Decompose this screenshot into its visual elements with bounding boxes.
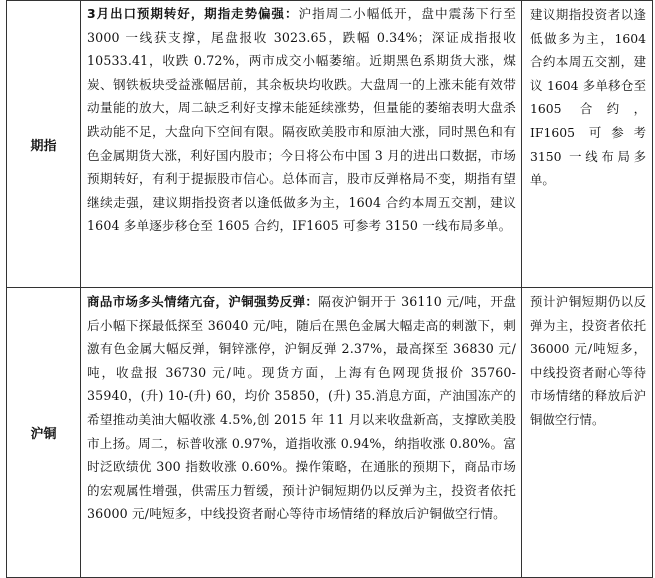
row-label: 期指 bbox=[30, 138, 57, 154]
commentary-headline: 商品市场多头情绪亢奋，沪铜强势反弹： bbox=[87, 294, 319, 309]
row-label-cell bbox=[7, 288, 81, 578]
market-commentary-table bbox=[6, 0, 653, 578]
advice-text: 建议期指投资者以逢低做多为主，1604 合约本周五交割，建议 1604 多单移仓至 1605 合约，IF1605 可参考 3150 一线布局多单。 bbox=[530, 7, 646, 188]
advice-text: 预计沪铜短期仍以反弹为主，投资者依托 36000 元/吨短多，中线投资者耐心等待市场情绪的释放后沪铜做空行情。 bbox=[530, 294, 646, 427]
commentary-body: 沪指周二小幅低开，盘中震荡下行至 3000 一线获支撑，尾盘报收 3023.65，跌幅 0.34%；深证成指报收 10533.41，收跌 0.72%，两市成交小幅萎缩。近期黑色系期货大涨，煤炭、钢铁板块受益涨幅居前，其余板块均收跌。大盘周一的上涨未能有效带动量能的放大，周二缺乏利好支撑未能延续涨势，但量能的萎缩表明大盘杀跌动能不足，大盘向下空间有限。隔夜欧美股市和原油大涨，同时黑色和有色金属期货大涨，利好国内股市；今日将公布中国 3 月的进出口数据，市场预期转好，有利于提振股市信心。总体而言，股市反弹格局不变，期指有望继续走强，建议期指投资者以逢低做多为主，1604 合约本周五交割，建议 1604 多单逐步移仓至 1605 合约，IF1605 可参考 3150 一线布局多单。 bbox=[87, 6, 516, 234]
commentary-cell bbox=[81, 1, 522, 288]
table-row-shanghai-copper bbox=[7, 288, 653, 578]
row-label: 沪铜 bbox=[30, 427, 57, 442]
advice-cell bbox=[522, 288, 653, 578]
row-label-cell bbox=[7, 1, 81, 288]
commentary-text bbox=[81, 1, 521, 238]
commentary-headline: 3月出口预期转好，期指走势偏强： bbox=[87, 6, 299, 21]
commentary-cell bbox=[81, 288, 522, 578]
commentary-body: 隔夜沪铜开于 36110 元/吨，开盘后小幅下探最低探至 36040 元/吨，随后在黑色金属大幅走高的刺激下，刺激有色金属大幅反弹，铜锌涨停，沪铜反弹 2.37%，最高探至 36830 元/吨，收盘报 36730 元/吨。现货方面，上海有色网现货报价 35760-35940，(升) 10-(升) 60，均价 35850，(升) 35.消息方面，产油国冻产的希望推动美油大幅收涨 4.5%,创 2015 年 11 月以来收盘新高，支撑欧美股市上扬。周二，标普收涨 0.97%，道指收涨 0.94%，纳指收涨 0.80%。富时泛欧绩优 300 指数收涨 0.60%。操作策略，在通胀的预期下，商品市场的宏观属性增强，供需压力暂缓，预计沪铜短期仍以反弹为主，投资者依托 36000 元/吨短多，中线投资者耐心等待市场情绪的释放后沪铜做空行情。 bbox=[87, 294, 517, 522]
commentary-text bbox=[81, 288, 521, 526]
table-row-stock-index-futures bbox=[7, 1, 653, 288]
advice-cell bbox=[522, 1, 653, 288]
